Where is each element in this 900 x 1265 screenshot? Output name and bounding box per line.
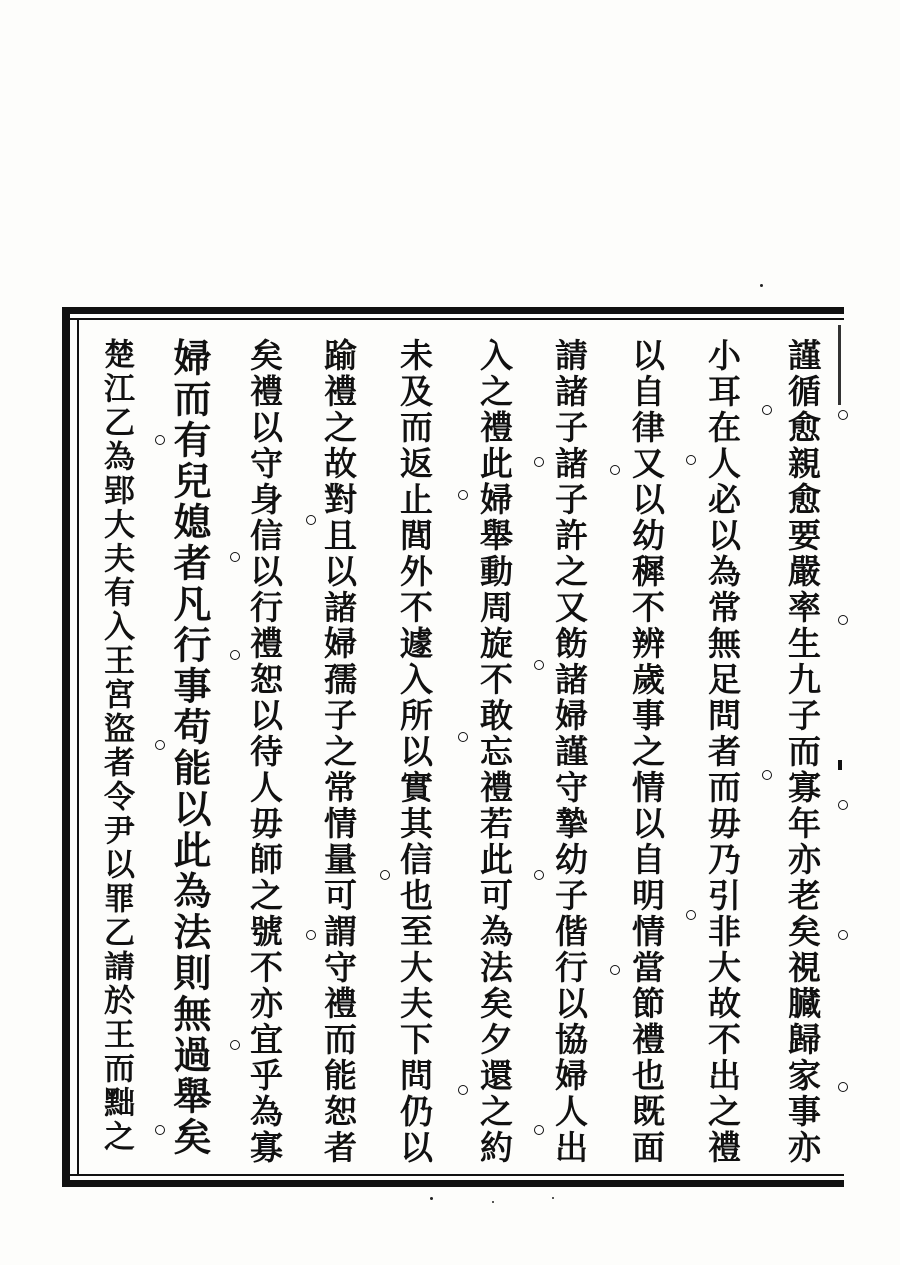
punctuation-circle <box>686 910 696 920</box>
punctuation-circle <box>155 740 165 750</box>
punctuation-circle <box>155 1125 165 1135</box>
frame-border-left <box>62 307 70 1187</box>
paper-speck <box>552 1197 554 1199</box>
text-column-2: 小耳在人必以為常無足問者而毋乃引非大故不出之禮 <box>703 338 742 1166</box>
punctuation-circle <box>838 930 848 940</box>
paper-speck <box>430 1197 433 1200</box>
text-column-5: 入之禮此婦舉動周旋不敢忘禮若此可為法矣夕還之約 <box>475 338 514 1166</box>
text-column-7: 踰禮之故對且以諸婦孺子之常情量可謂守禮而能恕者 <box>319 338 358 1166</box>
punctuation-circle <box>534 660 544 670</box>
frame-border-top-inner <box>68 318 844 320</box>
text-column-8: 矣禮以守身信以行禮恕以待人毋師之號不亦宜乎為寡 <box>245 338 284 1166</box>
punctuation-circle <box>610 465 620 475</box>
punctuation-circle <box>230 552 240 562</box>
frame-border-left-inner <box>77 320 79 1176</box>
punctuation-circle <box>838 615 848 625</box>
punctuation-circle <box>610 965 620 975</box>
text-column-4: 請諸子諸子許之又飭諸婦謹守摯幼子偕行以協婦人出 <box>550 338 589 1166</box>
frame-border-bottom <box>62 1180 844 1187</box>
text-column-3: 以自律又以幼穉不辨歲事之情以自明情當節禮也既面 <box>627 338 666 1166</box>
punctuation-circle <box>230 650 240 660</box>
punctuation-circle <box>762 405 772 415</box>
punctuation-circle <box>380 870 390 880</box>
punctuation-circle <box>458 1085 468 1095</box>
punctuation-circle <box>155 435 165 445</box>
punctuation-circle <box>686 455 696 465</box>
text-column-1: 謹循愈親愈要嚴率生九子而寡年亦老矣視臓歸家事亦 <box>783 338 822 1166</box>
punctuation-circle <box>838 410 848 420</box>
punctuation-circle <box>230 1040 240 1050</box>
punctuation-circle <box>534 870 544 880</box>
punctuation-circle <box>534 457 544 467</box>
punctuation-circle <box>762 770 772 780</box>
punctuation-circle <box>838 1082 848 1092</box>
frame-border-right-fragment <box>838 325 841 405</box>
punctuation-circle <box>458 490 468 500</box>
text-column-10: 楚江乙為郢大夫有入王宮盜者令尹以罪乙請於王而黜之 <box>98 338 134 1154</box>
paper-speck <box>492 1201 494 1203</box>
punctuation-circle <box>534 1125 544 1135</box>
text-column-6: 未及而返止閭外不遽入所以實其信也至大夫下問仍以 <box>395 338 434 1166</box>
paper-speck <box>760 284 763 287</box>
punctuation-circle <box>838 800 848 810</box>
punctuation-circle <box>458 732 468 742</box>
frame-border-top <box>62 307 844 314</box>
fold-mark <box>838 760 842 770</box>
frame-border-bottom-inner <box>68 1174 844 1176</box>
punctuation-circle <box>306 515 316 525</box>
text-column-9: 婦而有兒媳者凡行事苟能以此為法則無過舉矣 <box>167 338 212 1158</box>
punctuation-circle <box>306 930 316 940</box>
